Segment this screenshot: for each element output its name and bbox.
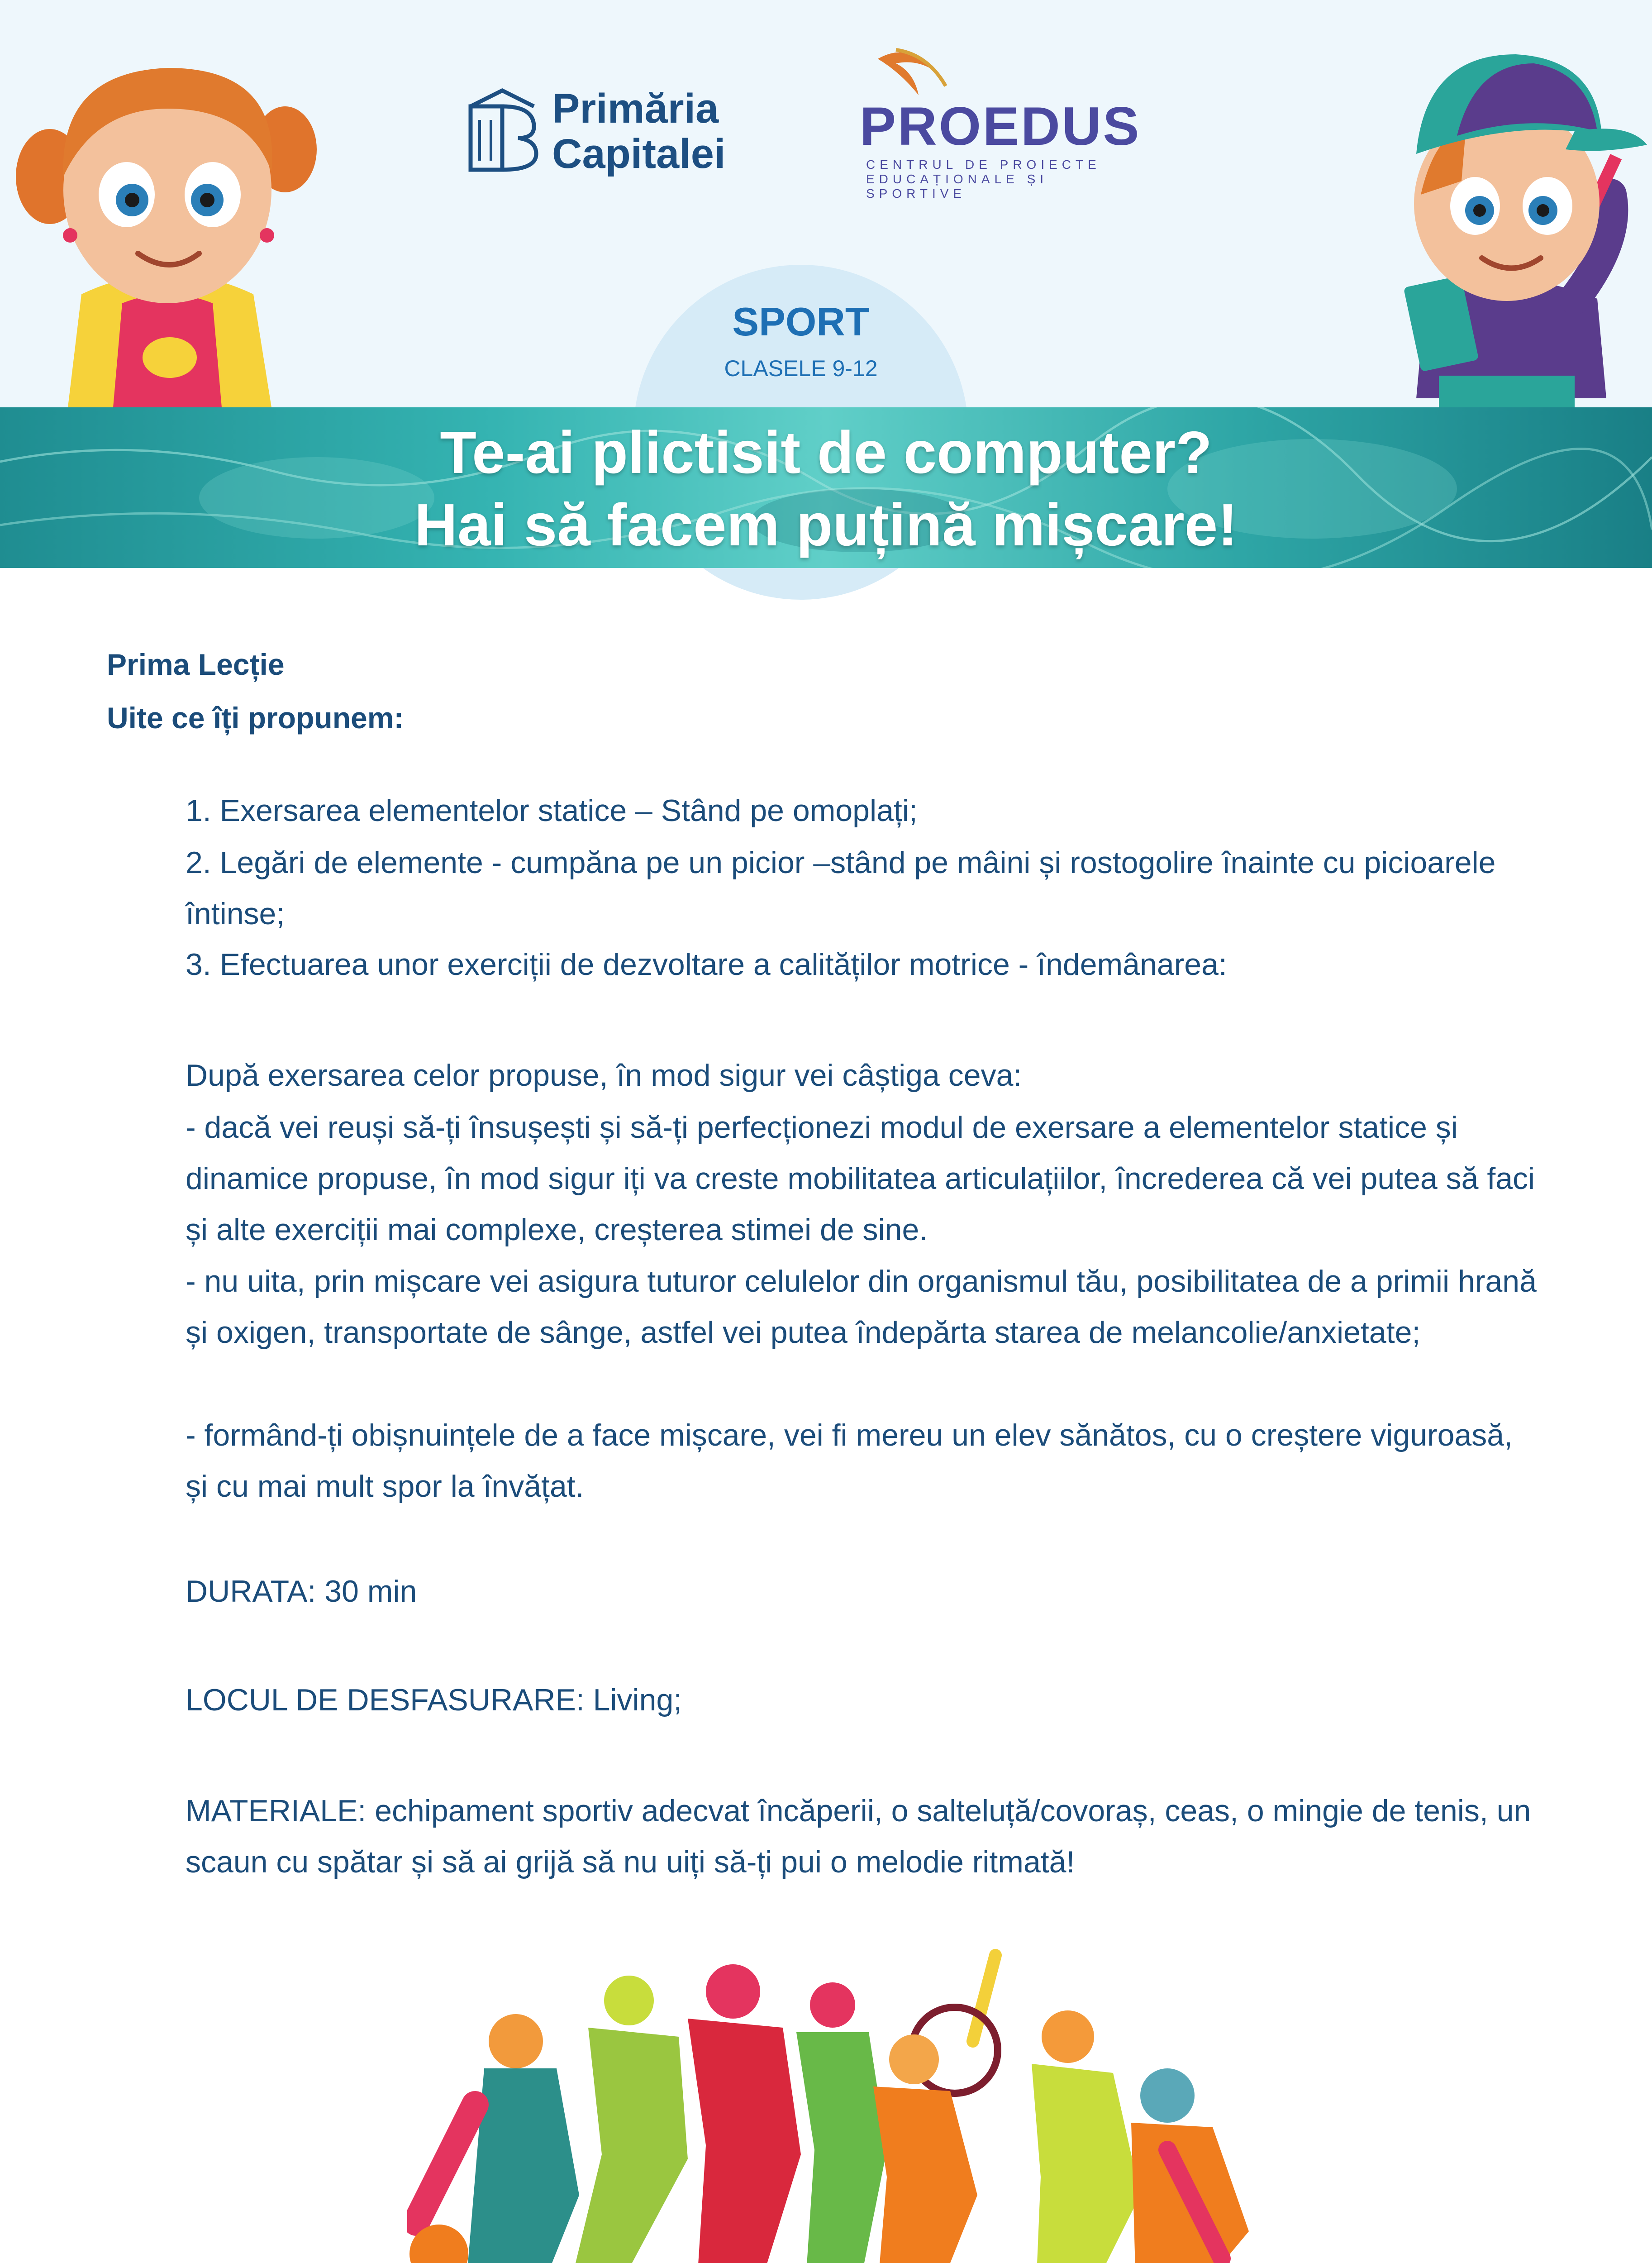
- banner-line2: Hai să facem puțină mișcare!: [414, 492, 1238, 558]
- benefits-intro: După exersarea celor propuse, în mod sigur vei câștiga ceva:: [186, 1058, 1022, 1093]
- page-header: [0, 0, 1652, 407]
- girl-mascot-illustration: [14, 41, 321, 407]
- sport-title: SPORT: [732, 299, 870, 344]
- benefit-item-2: - nu uita, prin mișcare vei asigura tuturor celulelor din organismul tău, posibilitatea de a primii hrană și oxigen, transportate de sânge, astfel vei putea îndepărta starea de melancolie/anxietate;: [186, 1264, 1537, 1350]
- primaria-line1: Primăria: [552, 86, 719, 132]
- benefit-item-1: - dacă vei reuși să-ți însușești și să-ți perfecționezi modul de exersare a elementelor statice și dinamice propuse, în mod sigur iți va creste mobilitatea articulațiilor, încrederea că vei putea să faci și alte exerciții mai complexe, creșterea stimei de sine.: [186, 1110, 1535, 1247]
- sport-subtitle: CLASELE 9-12: [724, 356, 878, 381]
- primaria-building-icon: [466, 88, 538, 174]
- proedus-subtitle-line2: EDUCAȚIONALE ȘI SPORTIVE: [866, 172, 1048, 201]
- lesson-title: Prima Lecție: [107, 648, 285, 681]
- exercise-item-1: 1. Exersarea elementelor statice – Stând pe omoplați;: [186, 793, 918, 828]
- exercise-item-3: 3. Efectuarea unor exerciții de dezvoltare a calităților motrice - îndemânarea:: [186, 947, 1227, 982]
- benefit-item-3: - formând-ți obișnuințele de a face mișcare, vei fi mereu un elev sănătos, cu o creștere viguroasă, și cu mai mult spor la învățat.: [186, 1418, 1513, 1504]
- location-text: LOCUL DE DESFASURARE: Living;: [186, 1683, 682, 1717]
- primaria-capitalei-logo: [466, 86, 725, 177]
- athletes-collage-illustration: [407, 1942, 1267, 2263]
- title-banner: [0, 407, 1652, 568]
- banner-title: [0, 416, 1652, 561]
- primaria-line2: Capitalei: [552, 131, 726, 177]
- materials-text: MATERIALE: echipament sportiv adecvat încăperii, o salteluță/covoraș, ceas, o mingie de tenis, un scaun cu spătar și să ai grijă să nu uiți să-ți pui o melodie ritmată!: [186, 1794, 1531, 1879]
- banner-line1: Te-ai plictisit de computer?: [440, 419, 1212, 486]
- proedus-logo: [860, 45, 1141, 201]
- exercise-item-2: 2. Legări de elemente - cumpăna pe un picior –stând pe mâini și rostogolire înainte cu picioarele întinse;: [186, 845, 1496, 931]
- lesson-intro: Uite ce îți propunem:: [107, 701, 404, 735]
- proedus-subtitle-line1: CENTRUL DE PROIECTE: [866, 158, 1101, 172]
- duration-text: DURATA: 30 min: [186, 1574, 417, 1609]
- boy-mascot-illustration: [1385, 45, 1652, 407]
- proedus-name: PROEDUS: [860, 96, 1141, 157]
- proedus-subtitle: [866, 158, 1140, 201]
